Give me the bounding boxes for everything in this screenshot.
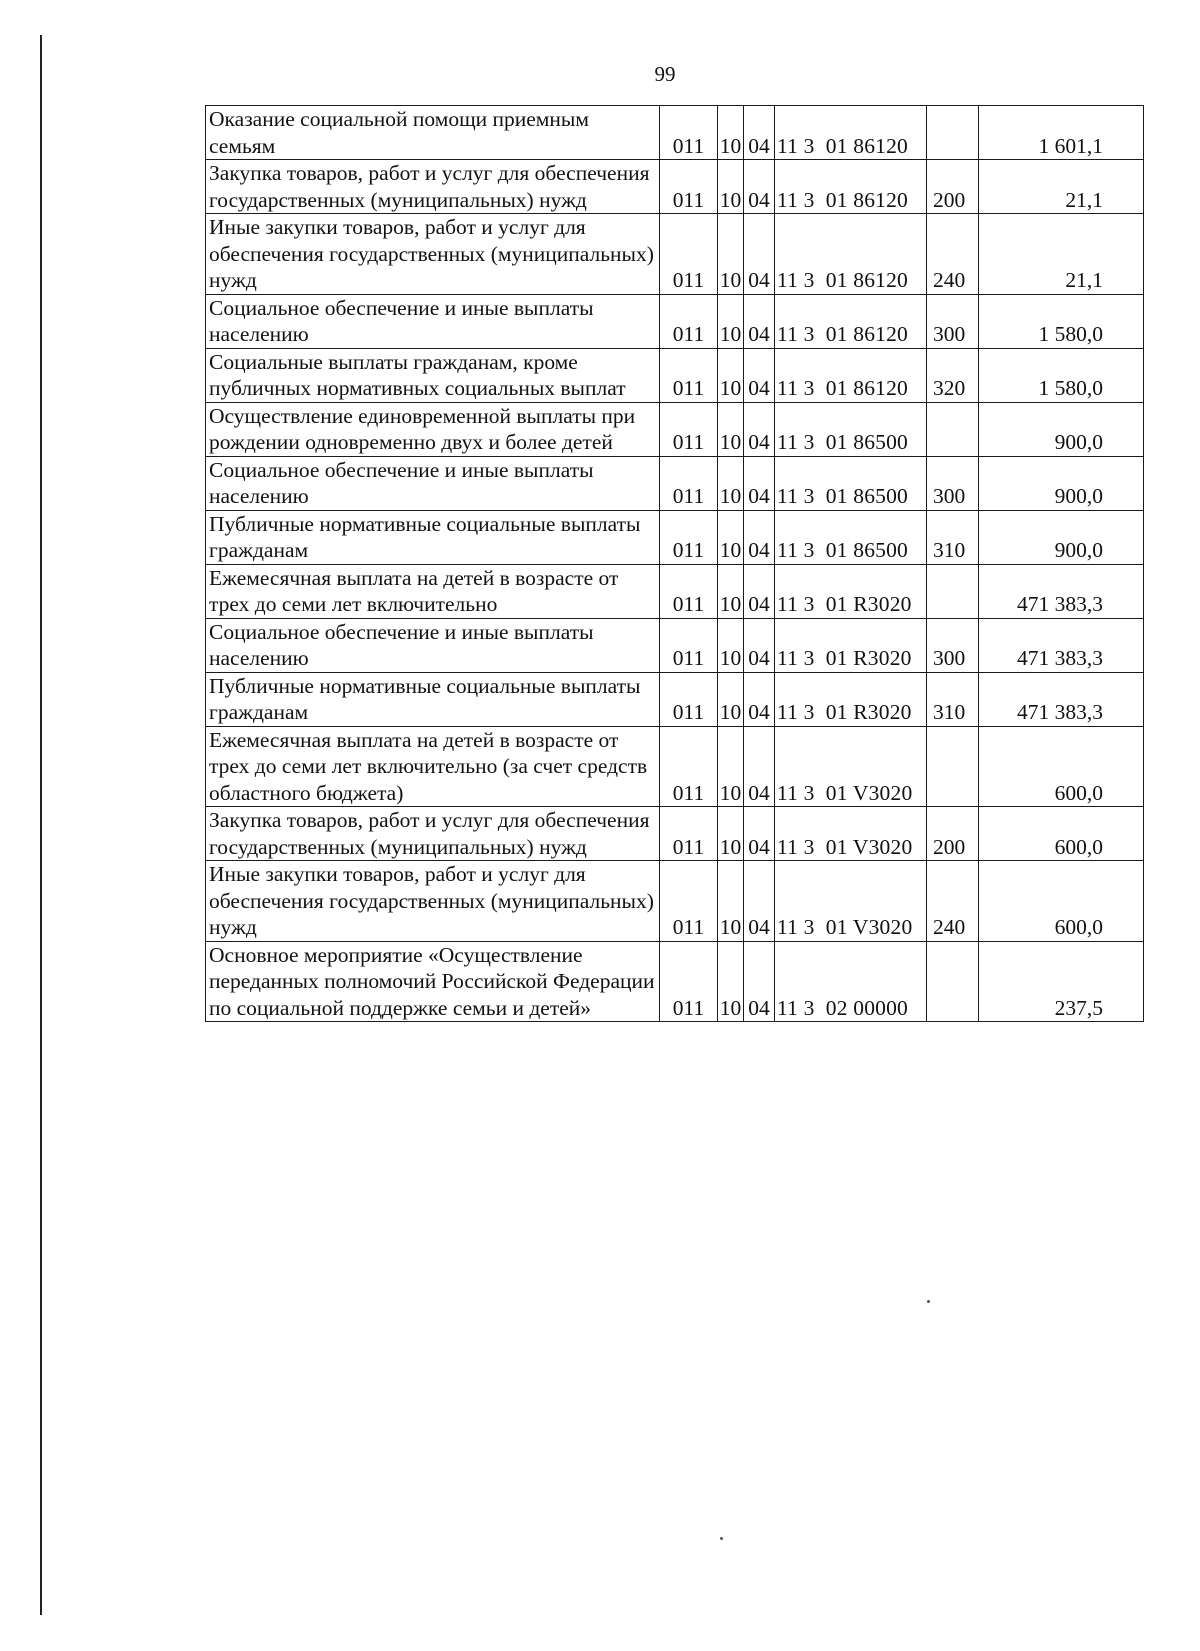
row-amount-text: 1 580,0	[1038, 322, 1103, 346]
row-rz-cell	[718, 456, 744, 510]
row-ved-text: 011	[672, 700, 705, 724]
row-rz-text: 10	[719, 376, 742, 400]
row-ved-text: 011	[672, 646, 705, 670]
row-ved-text: 011	[672, 133, 705, 158]
row-pr-cell	[744, 672, 775, 726]
row-ved-cell	[660, 294, 718, 348]
row-amount-cell	[979, 672, 1144, 726]
table-row	[206, 861, 1144, 942]
row-ved-cell	[660, 807, 718, 861]
row-vr-cell	[927, 861, 979, 942]
row-name-text: Иные закупки товаров, работ и услуг для обеспечения государственных (муниципальных) нужд	[209, 215, 654, 292]
row-csr-cell	[775, 214, 927, 295]
row-amount-cell	[979, 726, 1144, 807]
row-vr-text: 200	[933, 834, 966, 859]
row-ved-cell	[660, 861, 718, 942]
row-amount-text: 471 383,3	[1017, 700, 1103, 724]
row-rz-cell	[718, 510, 744, 564]
row-name-cell	[206, 348, 660, 402]
row-pr-cell	[744, 618, 775, 672]
row-csr-text: 11 3 01 86120	[777, 133, 909, 158]
row-pr-cell	[744, 214, 775, 295]
row-csr-text: 11 3 01 R3020	[777, 646, 912, 670]
row-csr-text: 11 3 01 R3020	[777, 700, 912, 724]
row-rz-cell	[718, 160, 744, 214]
row-rz-cell	[718, 564, 744, 618]
row-vr-text: 240	[933, 268, 966, 292]
row-ved-cell	[660, 618, 718, 672]
row-ved-cell	[660, 106, 718, 160]
row-ved-cell	[660, 672, 718, 726]
row-name-text: Социальное обеспечение и иные выплаты населению	[209, 295, 594, 346]
row-rz-text: 10	[719, 268, 742, 292]
row-amount-cell	[979, 941, 1144, 1022]
row-ved-text: 011	[672, 915, 705, 939]
row-amount-cell	[979, 564, 1144, 618]
row-pr-text: 04	[748, 646, 770, 670]
row-csr-text: 11 3 01 86120	[777, 322, 909, 346]
row-vr-cell	[927, 402, 979, 456]
row-amount-cell	[979, 861, 1144, 942]
row-name-text: Ежемесячная выплата на детей в возрасте от трех до семи лет включительно (за счет средств областного бюджета)	[209, 727, 648, 805]
row-rz-text: 10	[719, 430, 742, 454]
row-name-text: Публичные нормативные социальные выплаты гражданам	[209, 673, 641, 724]
row-rz-cell	[718, 106, 744, 160]
row-name-cell	[206, 160, 660, 214]
row-amount-text: 600,0	[1054, 915, 1103, 939]
row-csr-text: 11 3 01 86500	[777, 538, 909, 562]
row-rz-cell	[718, 294, 744, 348]
row-vr-cell	[927, 564, 979, 618]
row-ved-cell	[660, 348, 718, 402]
row-csr-text: 11 3 01 R3020	[777, 592, 912, 616]
table-row	[206, 348, 1144, 402]
row-rz-cell	[718, 618, 744, 672]
row-ved-text: 011	[672, 430, 705, 454]
row-rz-text: 10	[719, 834, 742, 859]
table-row	[206, 456, 1144, 510]
row-pr-cell	[744, 941, 775, 1022]
row-ved-text: 011	[672, 322, 705, 346]
row-vr-text: 300	[933, 484, 966, 508]
row-amount-text: 1 601,1	[1038, 133, 1103, 158]
row-rz-text: 10	[719, 700, 742, 724]
row-name-cell	[206, 456, 660, 510]
row-amount-cell	[979, 106, 1144, 160]
row-vr-cell	[927, 672, 979, 726]
row-name-cell	[206, 672, 660, 726]
row-vr-text: 320	[933, 376, 966, 400]
table-row	[206, 941, 1144, 1022]
row-ved-text: 011	[672, 538, 705, 562]
row-csr-cell	[775, 106, 927, 160]
row-name-cell	[206, 214, 660, 295]
row-ved-text: 011	[672, 376, 705, 400]
row-rz-text: 10	[719, 780, 742, 805]
row-amount-text: 900,0	[1054, 538, 1103, 562]
row-csr-text: 11 3 02 00000	[777, 995, 909, 1020]
row-name-cell	[206, 106, 660, 160]
row-pr-text: 04	[748, 322, 770, 346]
row-csr-cell	[775, 564, 927, 618]
row-vr-cell	[927, 941, 979, 1022]
row-name-text: Основное мероприятие «Осуществление переданных полномочий Российской Федерации по социальной поддержке семьи и детей»	[209, 942, 655, 1020]
row-pr-text: 04	[748, 268, 770, 292]
row-amount-text: 471 383,3	[1017, 646, 1103, 670]
row-csr-text: 11 3 01 V3020	[777, 834, 913, 859]
table-row	[206, 160, 1144, 214]
table-row	[206, 402, 1144, 456]
row-ved-cell	[660, 402, 718, 456]
row-ved-text: 011	[672, 995, 705, 1020]
row-name-text: Публичные нормативные социальные выплаты гражданам	[209, 511, 641, 562]
row-amount-cell	[979, 214, 1144, 295]
row-name-text: Социальные выплаты гражданам, кроме публичных нормативных социальных выплат	[209, 349, 626, 400]
row-name-cell	[206, 510, 660, 564]
scan-speck	[720, 1537, 723, 1540]
row-vr-text: 310	[933, 700, 966, 724]
row-vr-cell	[927, 510, 979, 564]
row-rz-text: 10	[719, 538, 742, 562]
row-ved-text: 011	[672, 834, 705, 859]
row-name-text: Иные закупки товаров, работ и услуг для обеспечения государственных (муниципальных) нужд	[209, 862, 654, 939]
row-rz-cell	[718, 672, 744, 726]
table-row	[206, 672, 1144, 726]
row-csr-text: 11 3 01 86500	[777, 430, 909, 454]
row-rz-cell	[718, 402, 744, 456]
row-ved-cell	[660, 214, 718, 295]
row-name-text: Социальное обеспечение и иные выплаты населению	[209, 457, 594, 508]
row-pr-cell	[744, 294, 775, 348]
row-amount-text: 600,0	[1054, 780, 1103, 805]
row-vr-text: 300	[933, 322, 966, 346]
row-amount-cell	[979, 348, 1144, 402]
row-ved-cell	[660, 160, 718, 214]
table-row	[206, 564, 1144, 618]
row-rz-cell	[718, 726, 744, 807]
row-ved-text: 011	[672, 592, 705, 616]
row-amount-text: 21,1	[1065, 268, 1103, 292]
table-row	[206, 214, 1144, 295]
row-pr-text: 04	[748, 834, 770, 859]
row-vr-text: 310	[933, 538, 966, 562]
row-amount-cell	[979, 294, 1144, 348]
row-csr-cell	[775, 456, 927, 510]
table-body	[206, 106, 1144, 1022]
row-pr-cell	[744, 510, 775, 564]
row-pr-text: 04	[748, 133, 770, 158]
row-vr-cell	[927, 106, 979, 160]
row-vr-cell	[927, 807, 979, 861]
row-amount-cell	[979, 456, 1144, 510]
row-pr-text: 04	[748, 484, 770, 508]
row-pr-cell	[744, 348, 775, 402]
row-name-text: Ежемесячная выплата на детей в возрасте от трех до семи лет включительно	[209, 565, 619, 616]
row-amount-text: 900,0	[1054, 430, 1103, 454]
row-ved-text: 011	[672, 187, 705, 212]
row-name-text: Закупка товаров, работ и услуг для обеспечения государственных (муниципальных) нужд	[209, 808, 650, 859]
row-rz-text: 10	[719, 915, 742, 939]
row-name-text: Закупка товаров, работ и услуг для обеспечения государственных (муниципальных) нужд	[209, 161, 650, 212]
table-row	[206, 106, 1144, 160]
row-csr-cell	[775, 294, 927, 348]
row-pr-cell	[744, 726, 775, 807]
row-rz-text: 10	[719, 322, 742, 346]
row-vr-cell	[927, 726, 979, 807]
row-pr-text: 04	[748, 430, 770, 454]
row-amount-cell	[979, 807, 1144, 861]
row-csr-cell	[775, 941, 927, 1022]
page-number: 99	[654, 62, 676, 86]
row-vr-cell	[927, 348, 979, 402]
row-pr-text: 04	[748, 592, 770, 616]
row-vr-text: 300	[933, 646, 966, 670]
scan-speck	[927, 1300, 930, 1303]
row-rz-cell	[718, 348, 744, 402]
row-csr-text: 11 3 01 86120	[777, 376, 909, 400]
table-row	[206, 510, 1144, 564]
row-csr-cell	[775, 807, 927, 861]
table-row	[206, 807, 1144, 861]
row-csr-cell	[775, 672, 927, 726]
row-csr-text: 11 3 01 V3020	[777, 915, 913, 939]
row-ved-text: 011	[672, 484, 705, 508]
row-amount-text: 600,0	[1054, 834, 1103, 859]
row-pr-cell	[744, 160, 775, 214]
row-pr-text: 04	[748, 700, 770, 724]
row-csr-cell	[775, 510, 927, 564]
row-amount-cell	[979, 402, 1144, 456]
row-name-cell	[206, 564, 660, 618]
row-amount-cell	[979, 618, 1144, 672]
scan-margin-line	[40, 35, 42, 1615]
row-pr-text: 04	[748, 995, 770, 1020]
row-amount-cell	[979, 160, 1144, 214]
row-name-cell	[206, 294, 660, 348]
row-csr-cell	[775, 618, 927, 672]
row-name-text: Социальное обеспечение и иные выплаты населению	[209, 619, 594, 670]
row-name-cell	[206, 618, 660, 672]
table-row	[206, 294, 1144, 348]
row-amount-text: 237,5	[1054, 995, 1103, 1020]
row-ved-text: 011	[672, 268, 705, 292]
row-rz-cell	[718, 214, 744, 295]
row-amount-text: 21,1	[1065, 187, 1103, 212]
row-name-cell	[206, 402, 660, 456]
table-row	[206, 726, 1144, 807]
row-vr-cell	[927, 294, 979, 348]
row-rz-text: 10	[719, 646, 742, 670]
row-name-cell	[206, 861, 660, 942]
row-csr-text: 11 3 01 86120	[777, 187, 909, 212]
row-pr-cell	[744, 564, 775, 618]
row-csr-text: 11 3 01 86120	[777, 268, 909, 292]
row-csr-text: 11 3 01 V3020	[777, 780, 913, 805]
row-name-cell	[206, 807, 660, 861]
row-rz-text: 10	[719, 133, 742, 158]
row-pr-text: 04	[748, 780, 770, 805]
row-csr-cell	[775, 726, 927, 807]
row-vr-cell	[927, 456, 979, 510]
row-rz-text: 10	[719, 592, 742, 616]
row-amount-cell	[979, 510, 1144, 564]
row-pr-cell	[744, 402, 775, 456]
row-pr-cell	[744, 861, 775, 942]
row-pr-cell	[744, 456, 775, 510]
row-ved-cell	[660, 564, 718, 618]
row-name-cell	[206, 726, 660, 807]
row-ved-text: 011	[672, 780, 705, 805]
row-csr-text: 11 3 01 86500	[777, 484, 909, 508]
budget-table	[205, 105, 1144, 1022]
row-name-text: Осуществление единовременной выплаты при рождении одновременно двух и более детей	[209, 403, 636, 454]
row-pr-text: 04	[748, 538, 770, 562]
table-row	[206, 618, 1144, 672]
row-amount-text: 471 383,3	[1017, 592, 1103, 616]
row-vr-cell	[927, 214, 979, 295]
row-rz-cell	[718, 941, 744, 1022]
row-ved-cell	[660, 456, 718, 510]
row-amount-text: 1 580,0	[1038, 376, 1103, 400]
row-ved-cell	[660, 726, 718, 807]
row-csr-cell	[775, 861, 927, 942]
row-amount-text: 900,0	[1054, 484, 1103, 508]
row-ved-cell	[660, 941, 718, 1022]
row-ved-cell	[660, 510, 718, 564]
row-pr-text: 04	[748, 376, 770, 400]
row-vr-cell	[927, 618, 979, 672]
row-pr-cell	[744, 807, 775, 861]
row-vr-cell	[927, 160, 979, 214]
row-csr-cell	[775, 402, 927, 456]
row-csr-cell	[775, 348, 927, 402]
row-vr-text: 200	[933, 187, 966, 212]
row-rz-text: 10	[719, 995, 742, 1020]
row-rz-cell	[718, 861, 744, 942]
row-csr-cell	[775, 160, 927, 214]
row-vr-text: 240	[933, 915, 966, 939]
row-rz-cell	[718, 807, 744, 861]
row-rz-text: 10	[719, 187, 742, 212]
row-name-text: Оказание социальной помощи приемным семьям	[209, 107, 589, 158]
row-pr-text: 04	[748, 915, 770, 939]
row-pr-cell	[744, 106, 775, 160]
row-pr-text: 04	[748, 187, 770, 212]
row-name-cell	[206, 941, 660, 1022]
row-rz-text: 10	[719, 484, 742, 508]
